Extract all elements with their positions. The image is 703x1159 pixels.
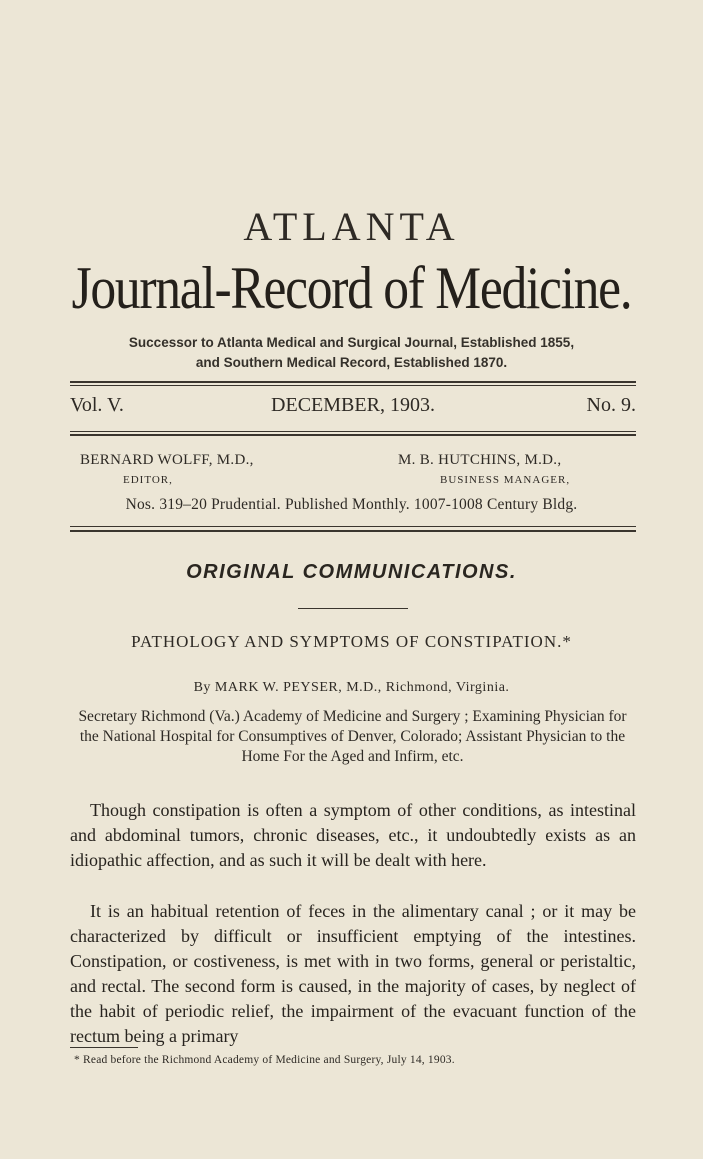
- article-byline: By MARK W. PEYSER, M.D., Richmond, Virginia.: [193, 680, 510, 695]
- footnote: * Read before the Richmond Academy of Medicine and Surgery, July 14, 1903.: [74, 1054, 455, 1066]
- paragraph-1: Though constipation is often a symptom of other conditions, as intestinal and abdominal tumors, chronic diseases, etc., it undoubtedly exists as an idiopathic affection, and as such it will be dealt with here.: [70, 800, 636, 870]
- rule-bottom-thin: [70, 526, 636, 527]
- address-line: Nos. 319–20 Prudential. Published Monthly. 1007-1008 Century Bldg.: [125, 496, 578, 513]
- editor-role-block: [123, 474, 173, 486]
- rule-mid-thick: [70, 434, 636, 436]
- rule-top-thick: [70, 381, 636, 383]
- editor-name: BERNARD WOLFF, M.D.,: [80, 452, 254, 468]
- paragraph-2: It is an habitual retention of feces in the alimentary canal ; or it may be characterized by difficult or insufficient emptying of the intestines. Constipation, or costiveness, is met with in two forms, general or peristaltic, and rectal. The second form is caused, in the majority of cases, by neglect of the habit of periodic relief, the impairment of the evacuant function of the rectum being a primary: [70, 901, 636, 1046]
- masthead-title: Journal-Record of Medicine.: [71, 255, 632, 321]
- rule-top-thin: [70, 385, 636, 386]
- author-affiliation: Secretary Richmond (Va.) Academy of Medicine and Surgery ; Examining Physician for the National Hospital for Consumptives of Denver, Colorado; Assistant Physician to the Home For the Aged and Infirm, etc.: [78, 708, 627, 765]
- section-divider: [298, 608, 408, 609]
- article-title: PATHOLOGY AND SYMPTOMS OF CONSTIPATION.*: [131, 632, 572, 651]
- manager-block: [398, 452, 561, 469]
- rule-bottom-thick: [70, 530, 636, 532]
- manager-role: BUSINESS MANAGER,: [440, 474, 571, 486]
- masthead-city: ATLANTA: [243, 204, 460, 249]
- editor-block: [80, 452, 254, 469]
- section-heading: ORIGINAL COMMUNICATIONS.: [186, 561, 517, 583]
- editor-role: EDITOR,: [123, 474, 173, 486]
- footnote-rule: [70, 1047, 138, 1048]
- successor-line-2: and Southern Medical Record, Established 1870.: [195, 355, 508, 370]
- manager-role-block: [440, 474, 570, 486]
- successor-line-1: Successor to Atlanta Medical and Surgical Journal, Established 1855,: [128, 335, 575, 350]
- successor-note: [0, 333, 703, 373]
- issue-number: No. 9.: [586, 394, 636, 416]
- issue-date: DECEMBER, 1903.: [271, 394, 435, 416]
- rule-mid-thin: [70, 431, 636, 432]
- manager-name: M. B. HUTCHINS, M.D.,: [398, 452, 562, 468]
- volume-label: Vol. V.: [70, 394, 124, 416]
